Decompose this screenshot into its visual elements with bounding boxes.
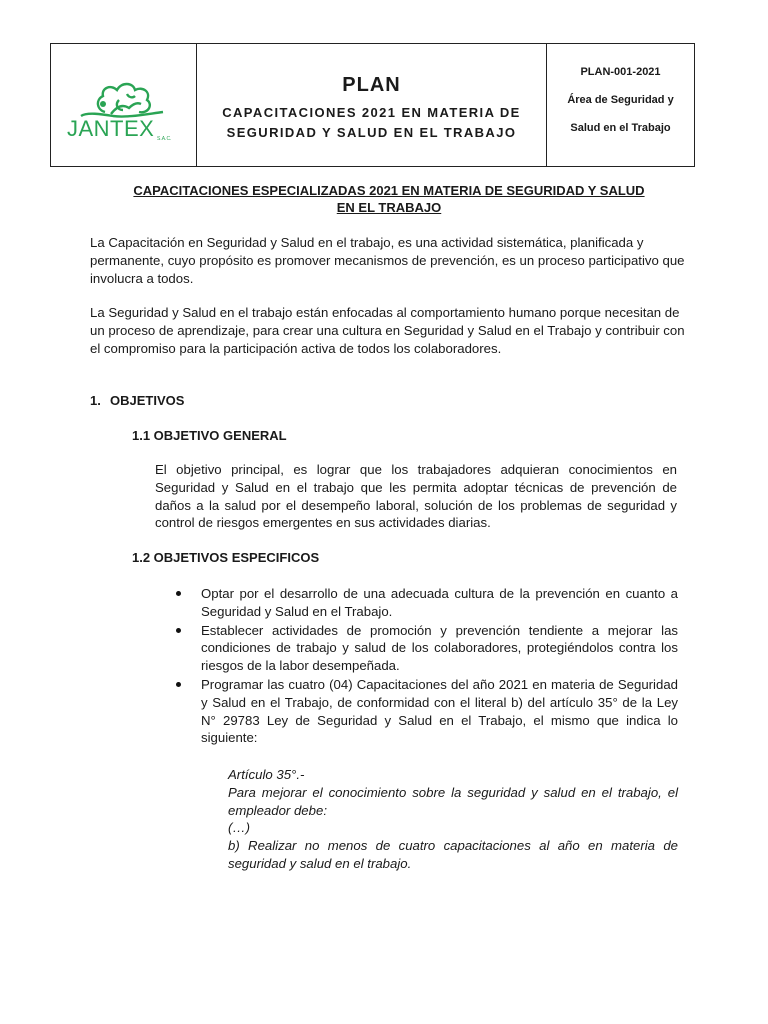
bullet-icon bbox=[176, 628, 181, 633]
company-logo-wordmark: JANTEX bbox=[67, 116, 155, 141]
general-objective-paragraph: El objetivo principal, es lograr que los trabajadores adquieran conocimientos en Seguridad y Salud en el trabajo que les permita adoptar técnicas de prevención de daños a la salud por el desempeño laboral, solución de los problemas de seguridad y control de riesgos emergentes en sus actividades diarias. bbox=[155, 462, 677, 531]
company-logo-suffix: S.A.C. bbox=[157, 136, 172, 142]
bullet-icon bbox=[176, 682, 181, 687]
document-area-line2: Salud en el Trabajo bbox=[570, 122, 671, 134]
heading-number: 1. bbox=[90, 393, 101, 408]
document-area bbox=[547, 86, 694, 142]
section-title-line2: EN EL TRABAJO bbox=[336, 200, 442, 215]
cotton-plant-logo-icon bbox=[67, 74, 177, 120]
intro-paragraph-2: La Seguridad y Salud en el trabajo están enfocadas al comportamiento humano porque necesitan de un proceso de aprendizaje, para crear una cultura en Seguridad y Salud en el Trabajo y contribuir con el compromiso para la participación activa de todos los colaboradores. bbox=[90, 305, 685, 356]
plan-subtitle-line2: SEGURIDAD Y SALUD EN EL TRABAJO bbox=[226, 125, 517, 140]
list-item-text: Programar las cuatro (04) Capacitaciones del año 2021 en materia de Seguridad y Salud en el Trabajo, de conformidad con el literal b) del artículo 35° de la Ley N° 29783 Ley de Seguridad y Salud en el Trabajo, el mismo que indica lo siguiente: bbox=[201, 676, 678, 746]
list-item bbox=[176, 622, 678, 675]
plan-title-cell bbox=[197, 44, 547, 166]
section-title-line1: CAPACITACIONES ESPECIALIZADAS 2021 EN MATERIA DE SEGURIDAD Y SALUD bbox=[133, 183, 645, 198]
section-title bbox=[90, 182, 688, 216]
quote-line4: b) Realizar no menos de cuatro capacitaciones al año en materia de seguridad y salud en el trabajo. bbox=[228, 838, 678, 871]
list-item-text: Establecer actividades de promoción y prevención tendiente a mejorar las condiciones de trabajo y salud de los colaboradores, protegiéndolos contra los riesgos de la labor desempeñada. bbox=[201, 622, 678, 674]
document-code-cell bbox=[547, 44, 694, 166]
heading-objetivo-general: 1.1 OBJETIVO GENERAL bbox=[132, 428, 287, 443]
quote-line2: Para mejorar el conocimiento sobre la seguridad y salud en el trabajo, el empleador debe: bbox=[228, 784, 678, 818]
heading-objetivos-especificos: 1.2 OBJETIVOS ESPECIFICOS bbox=[132, 550, 320, 565]
plan-title: PLAN bbox=[342, 74, 401, 96]
bullet-icon bbox=[176, 591, 181, 596]
document-code: PLAN-001-2021 bbox=[580, 66, 661, 78]
plan-subtitle-line1: CAPACITACIONES 2021 EN MATERIA DE bbox=[222, 105, 521, 120]
heading-objetivos bbox=[90, 393, 184, 408]
document-area-line1: Área de Seguridad y bbox=[567, 94, 674, 106]
heading-text: OBJETIVOS bbox=[110, 393, 185, 408]
company-logo-cell bbox=[51, 44, 197, 166]
law-article-quote bbox=[228, 766, 678, 873]
specific-objectives-list bbox=[176, 585, 678, 748]
document-header-table bbox=[50, 43, 695, 167]
plan-subtitle bbox=[197, 103, 546, 143]
list-item-text: Optar por el desarrollo de una adecuada cultura de la prevención en cuanto a Seguridad y Salud en el Trabajo. bbox=[201, 586, 678, 619]
intro-paragraph-1: La Capacitación en Seguridad y Salud en el trabajo, es una actividad sistemática, planificada y permanente, cuyo propósito es promover mecanismos de prevención, es un proceso participativo que involucra a todos. bbox=[90, 235, 685, 286]
quote-line1: Artículo 35°.- bbox=[228, 767, 305, 782]
list-item bbox=[176, 676, 678, 747]
list-item bbox=[176, 585, 678, 621]
quote-line3: (…) bbox=[228, 820, 250, 836]
